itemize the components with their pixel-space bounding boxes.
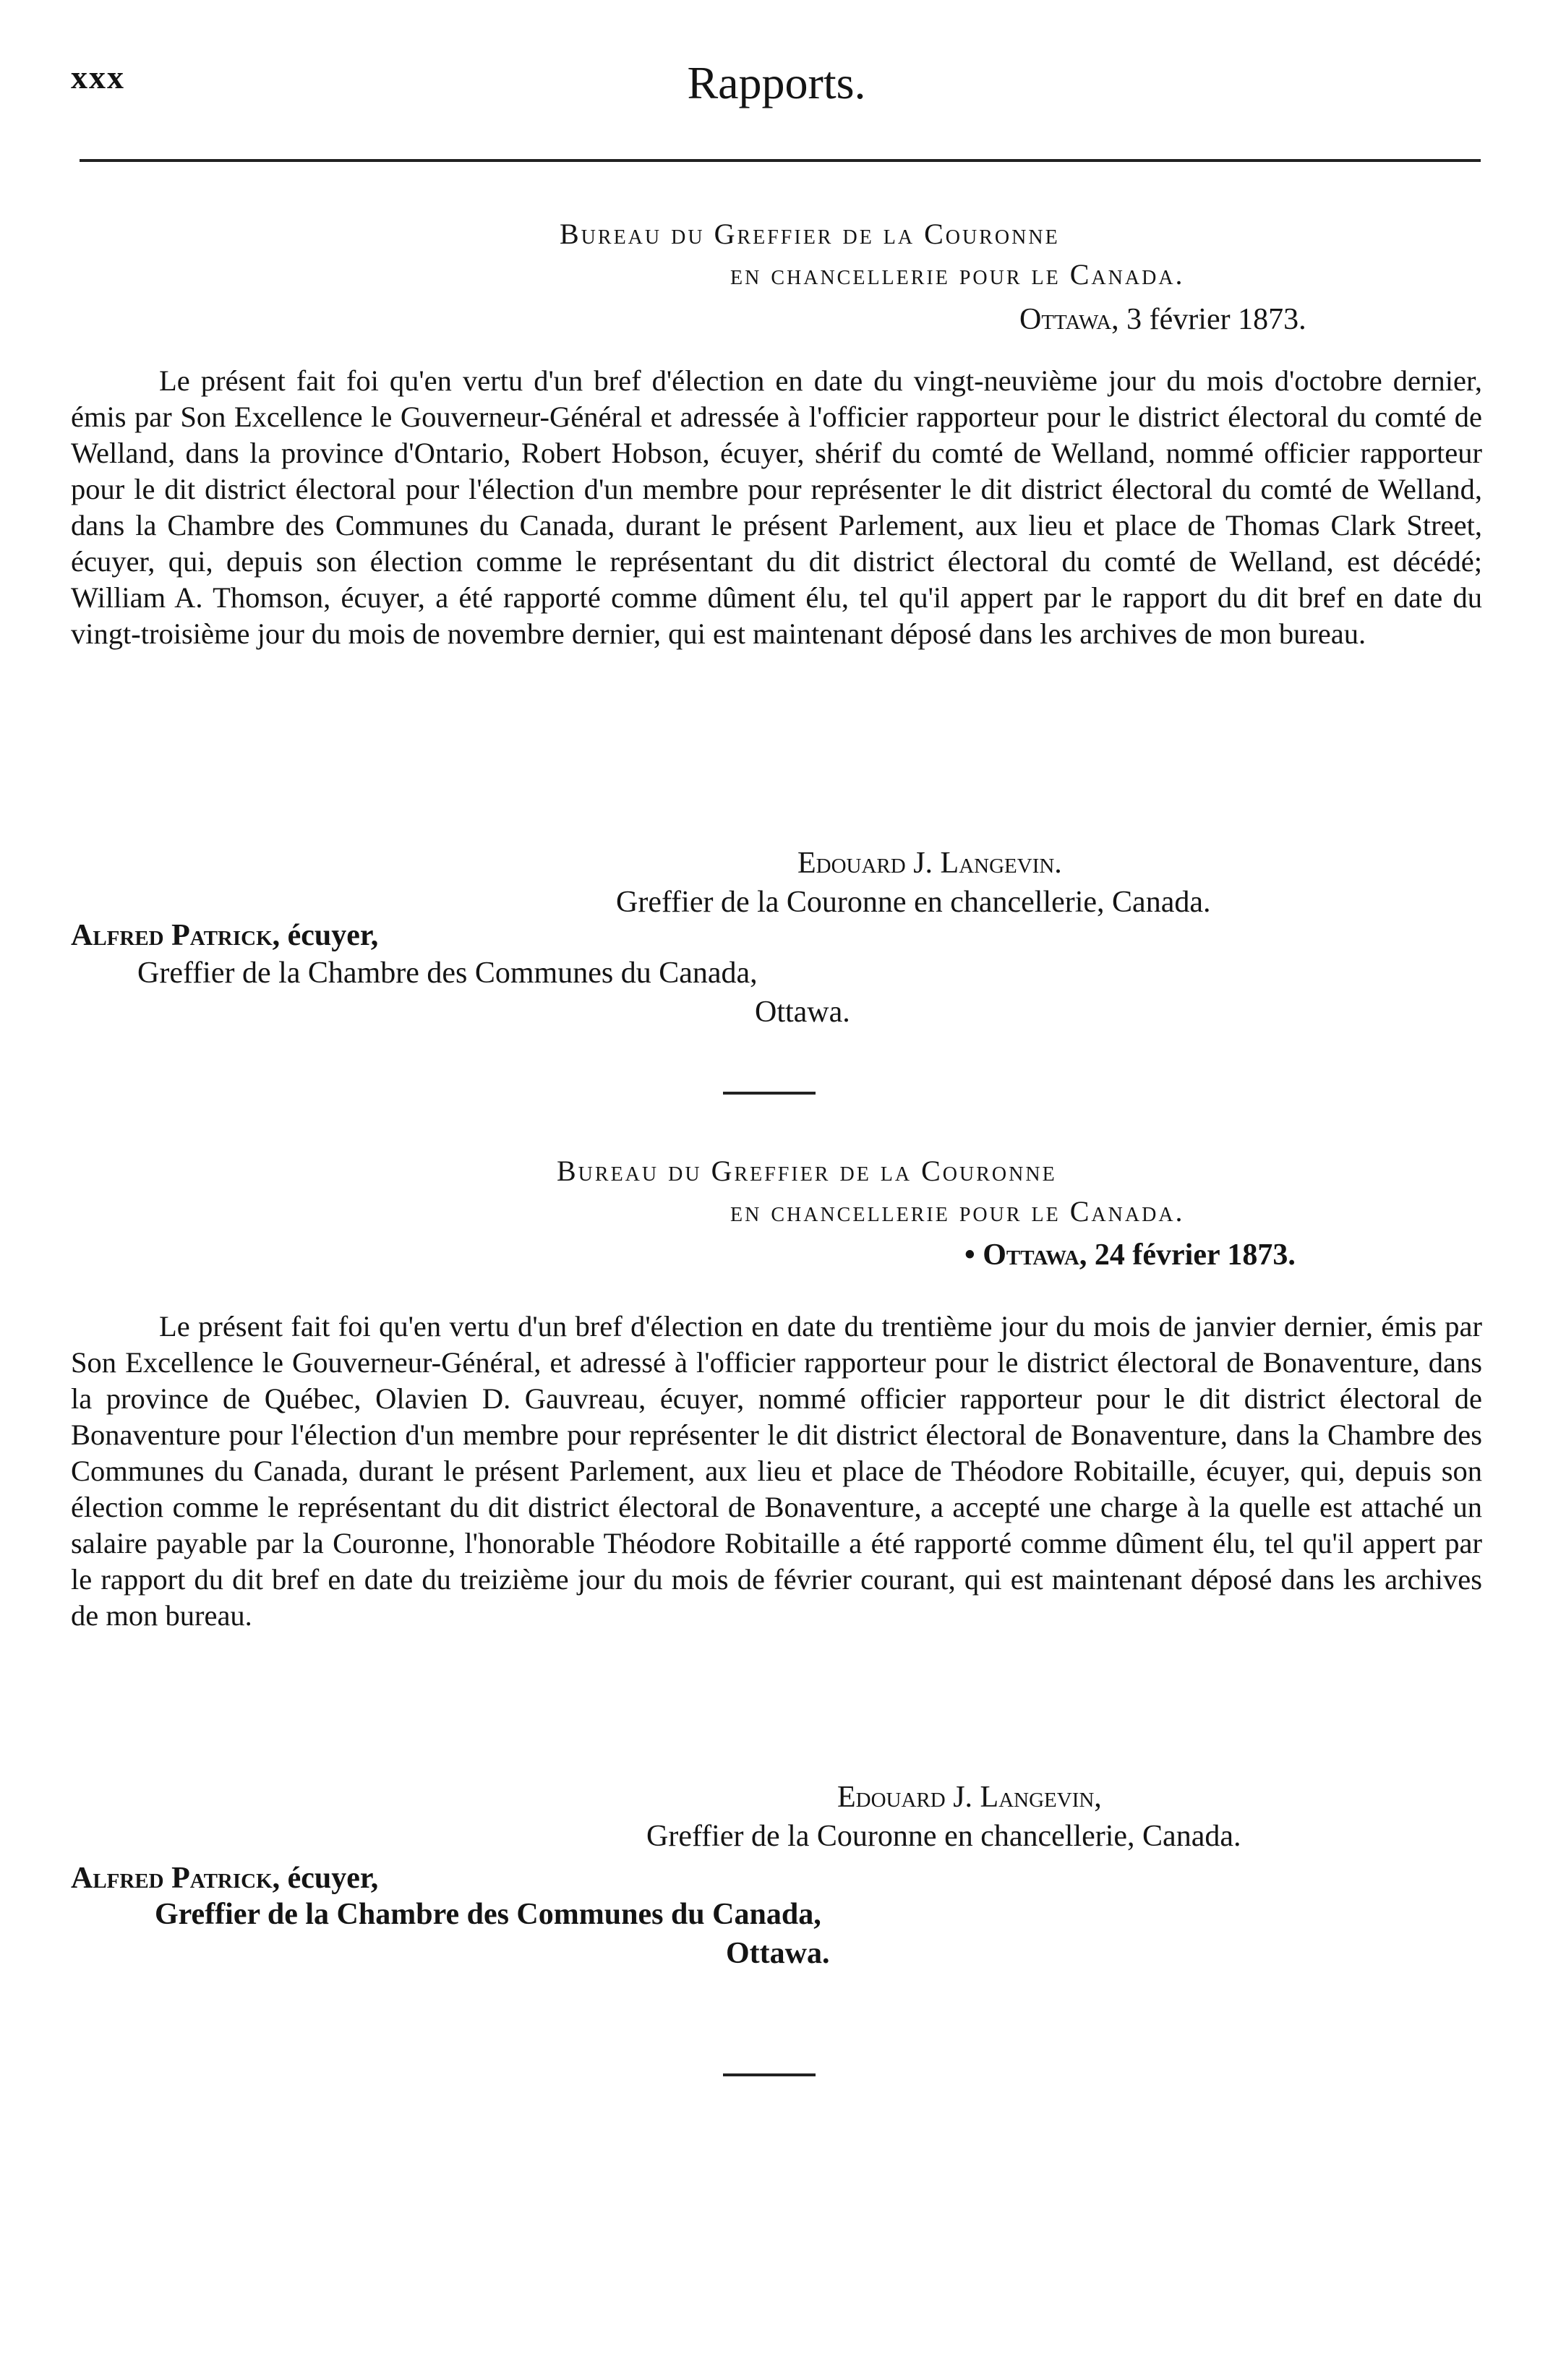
report-1-signatory: Edouard J. Langevin. <box>797 847 1062 880</box>
header-rule <box>80 159 1481 162</box>
report-2-signatory-title: Greffier de la Couronne en chancellerie, Canada. <box>646 1820 1241 1853</box>
report-1-addressee-title: Greffier de la Chambre des Communes du Canada, <box>137 956 758 990</box>
report-1-date-text: 3 février 1873. <box>1118 303 1306 336</box>
report-1-office-line-1: Bureau du Greffier de la Couronne <box>560 218 1060 250</box>
report-2-office-line-2: en chancellerie pour le Canada. <box>730 1195 1185 1228</box>
report-2-bullet: • <box>964 1238 983 1272</box>
section-divider <box>723 1092 816 1095</box>
report-2-signatory: Edouard J. Langevin, <box>837 1781 1102 1814</box>
report-1-addressee-city: Ottawa. <box>755 996 850 1029</box>
end-divider <box>723 2073 816 2076</box>
report-2-place: Ottawa, <box>983 1238 1087 1272</box>
report-1-addressee-name: Alfred Patrick, écuyer, <box>71 919 379 952</box>
report-2-addressee-name: Alfred Patrick, écuyer, <box>71 1862 379 1895</box>
report-1-body: Le présent fait foi qu'en vertu d'un bref d'élection en date du vingt-neuvième jour du mois d'octobre dernier, émis par Son Excellence le Gouverneur-Général et adressée à l'officier rapporteur pour le district électoral du comté de Welland, dans la province d'Ontario, Robert Hobson, écuyer, shérif du comté de Welland, nommé officier rapporteur pour le dit district électoral pour l'élection d'un membre pour représenter le dit district électoral du comté de Welland, dans la Chambre des Communes du Canada, durant le présent Parlement, aux lieu et place de Thomas Clark Street, écuyer, qui, depuis son élection comme le représentant du dit district électoral du comté de Welland, est décédé; William A. Thomson, écuyer, a été rapporté comme dûment élu, tel qu'il appert par le rapport du dit bref en date du vingt-troisième jour du mois de novembre dernier, qui est maintenant déposé dans les archives de mon bureau. <box>71 364 1482 650</box>
report-1-office-line-2: en chancellerie pour le Canada. <box>730 258 1185 291</box>
report-2-addressee-title: Greffier de la Chambre des Communes du Canada, <box>155 1898 821 1931</box>
report-1-date <box>1019 302 1306 337</box>
report-2-office-line-1: Bureau du Greffier de la Couronne <box>557 1155 1057 1187</box>
running-title: Rapports. <box>687 57 866 108</box>
report-2-addressee-city: Ottawa. <box>726 1937 830 1970</box>
report-1-signatory-title: Greffier de la Couronne en chancellerie, Canada. <box>616 886 1211 919</box>
report-1-place: Ottawa, <box>1019 303 1119 336</box>
report-2-date <box>964 1238 1296 1272</box>
report-2-body: Le présent fait foi qu'en vertu d'un bref d'élection en date du trentième jour du mois de janvier dernier, émis par Son Excellence le Gouverneur-Général, et adressé à l'officier rapporteur pour le district électoral de Bonaventure, dans la province de Québec, Olavien D. Gauvreau, écuyer, nommé officier rapporteur pour le dit district électoral de Bonaventure pour l'élection d'un membre pour représenter le dit district électoral de Bonaventure, dans la Chambre des Communes du Canada, durant le présent Parlement, aux lieu et place de Théodore Robitaille, écuyer, qui, depuis son élection comme le représentant du dit district électoral de Bonaventure, a accepté une charge à la quelle est attaché un salaire payable par la Couronne, l'honorable Théodore Robitaille a été rapporté comme dûment élu, tel qu'il appert par le rapport du dit bref en date du treizième jour du mois de février courant, qui est maintenant déposé dans les archives de mon bureau. <box>71 1310 1482 1632</box>
report-2-date-text: 24 février 1873. <box>1087 1238 1296 1272</box>
page-number: xxx <box>71 59 125 95</box>
